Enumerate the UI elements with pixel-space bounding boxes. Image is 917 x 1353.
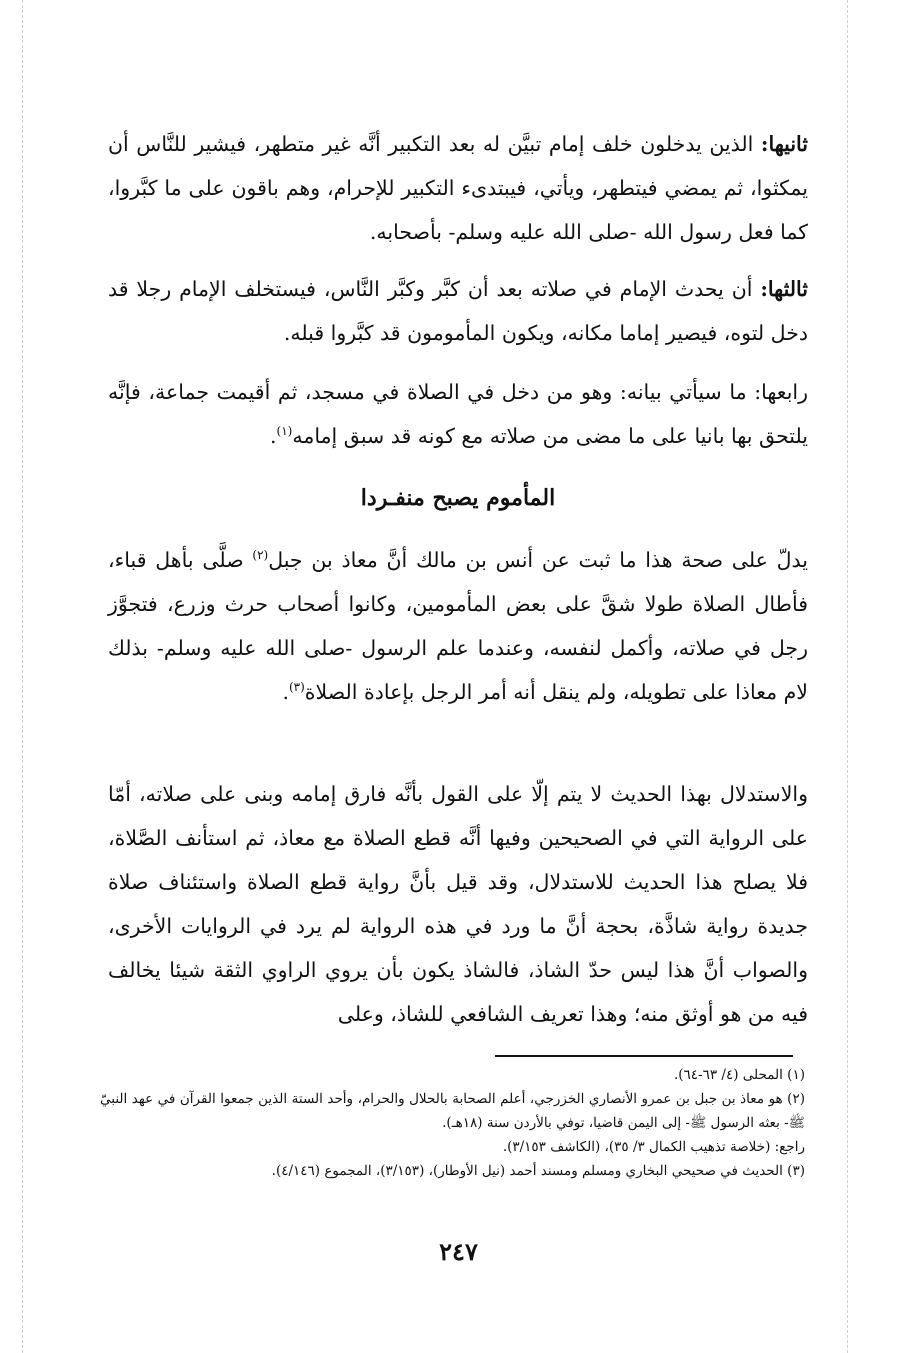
paragraph-second <box>108 122 808 254</box>
footnote-3: (٣) الحديث في صحيحي البخاري ومسلم ومسند أحمد (نيل الأوطار)، (٣/١٥٣)، المجموع (٤/١٤٦). <box>271 1163 805 1179</box>
paragraph-text: الذين يدخلون خلف إمام تبيَّن له بعد التكبير أنَّه غير متطهر، فيشير للنَّاس أن يمكثوا، ثم يمضي فيتطهر، ويأتي، فيبتدىء التكبير للإحرام، وهم باقون على ما كبَّروا، كما فعل رسول الله -صلى الله عليه وسلم- بأصحابه. <box>108 132 808 244</box>
paragraph-text: صلَّى بأهل قباء، فأطال الصلاة طولا شقَّ على بعض المأمومين، وكانوا أصحاب حرث وزرع، فتجوَّز رجل في صلاته، وأكمل لنفسه، وعندما علم الرسول -صلى الله عليه وسلم- بذلك لام معاذا على تطويله، ولم ينقل أنه أمر الرجل بإعادة الصلاة <box>108 548 808 704</box>
footnote-2-sources: راجع: (خلاصة تذهيب الكمال ٣/ ٣٥)، (الكاشف ٣/١٥٣). <box>502 1139 805 1155</box>
paragraph-text: أن يحدث الإمام في صلاته بعد أن كبَّر وكبَّر النَّاس، فيستخلف الإمام رجلا قد دخل لتوه، فيصير إماما مكانه، ويكون المأمومون قد كبَّروا قبله. <box>108 277 808 345</box>
footnote-ref: (٣) <box>288 680 305 695</box>
paragraph-text: ما سيأتي بيانه: وهو من دخل في الصلاة في مسجد، ثم أقيمت جماعة، فإنَّه يلتحق بها بانيا على ما مضى من صلاته مع كونه قد سبق إمامه <box>108 380 808 448</box>
paragraph-end: . <box>269 424 277 448</box>
paragraph-lead: رابعها: <box>754 380 808 404</box>
footnote-1: (١) المحلى (٤/ ٦٣-٦٤). <box>673 1067 805 1083</box>
footnote-ref: (٢) <box>252 548 269 563</box>
paragraph-end: . <box>282 680 289 704</box>
paragraph-text: يدلّ على صحة هذا ما ثبت عن أنس بن مالك أنَّ معاذ بن جبل <box>268 548 808 572</box>
scan-guide-line <box>847 0 848 1353</box>
section-paragraph-2: والاستدلال بهذا الحديث لا يتم إلّا على القول بأنَّه فارق إمامه وبنى على صلاته، أمّا على الرواية التي في الصحيحين وفيها أنَّه قطع الصلاة مع معاذ، ثم استأنف الصَّلاة، فلا يصلح هذا الحديث للاستدلال، وقد قيل بأنَّ رواية قطع الصلاة واستئناف صلاة جديدة رواية شاذَّة، بحجة أنَّ ما ورد في هذه الرواية لم يرد في الروايات الأخرى، والصواب أنَّ هذا ليس حدّ الشاذ، فالشاذ يكون بأن يروي الراوي الثقة شيئا يخالف فيه من هو أوثق منه؛ وهذا تعريف الشافعي للشاذ، وعلى <box>108 782 808 1026</box>
footnote-ref: (١) <box>276 424 293 439</box>
section-heading: المأموم يصبح منفـردا <box>360 485 556 511</box>
footnote-separator <box>495 1055 793 1057</box>
paragraph-lead: ثالثها: <box>760 277 808 301</box>
paragraph-lead: ثانيها: <box>760 132 808 156</box>
footnote-2: (٢) هو معاذ بن جبل بن عمرو الأنصاري الخزرجي، أعلم الصحابة بالحلال والحرام، وأحد الستة الذين جمعوا القرآن في عهد النبيّ ﷺ- بعثه الرسول ﷺ- إلى اليمن قاضيا، توفي بالأردن سنة (١٨هـ). <box>100 1091 805 1131</box>
scan-guide-line <box>22 0 23 1353</box>
section-paragraph-1 <box>108 538 808 714</box>
footnotes <box>100 1063 805 1183</box>
paragraph-third <box>108 267 808 355</box>
page-number: ٢٤٧ <box>439 1237 478 1266</box>
paragraph-fourth <box>108 370 808 458</box>
